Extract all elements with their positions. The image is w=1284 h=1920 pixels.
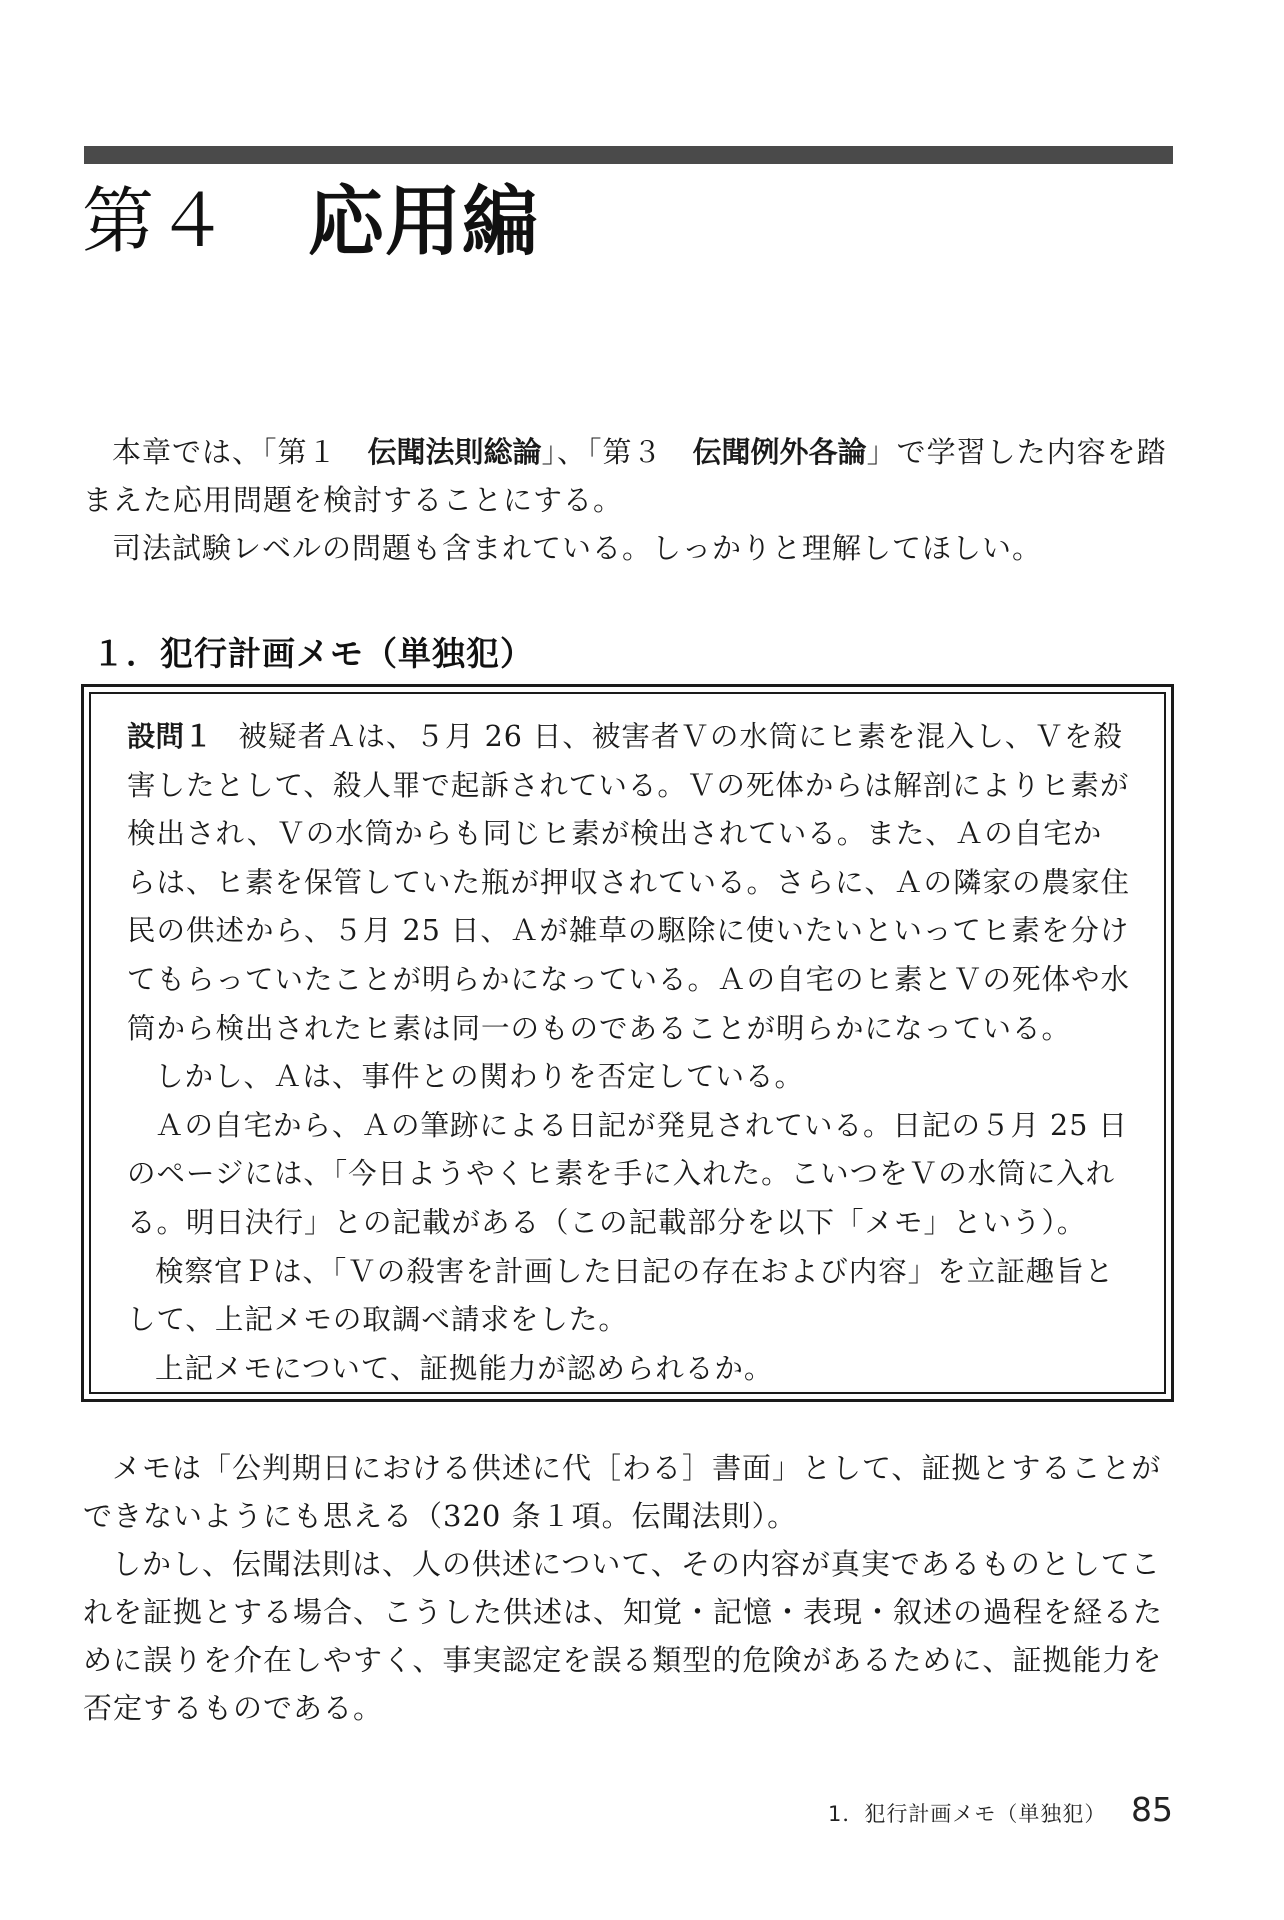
question-box-inner xyxy=(89,692,1166,1394)
intro-text xyxy=(83,428,1173,572)
section-heading: １．犯行計画メモ（単独犯） xyxy=(92,634,534,673)
intro-text-part: 」で学習した内容を踏まえた応用問題を検討することにする。 xyxy=(83,435,1167,517)
chapter-top-rule xyxy=(84,146,1173,164)
body-text xyxy=(83,1444,1173,1732)
chapter-ref-1: 伝聞法則総論 xyxy=(367,435,542,469)
intro-text-part: 本章では、「第１ xyxy=(112,435,368,469)
page-number: 85 xyxy=(1131,1790,1173,1829)
intro-paragraph-2: 司法試験レベルの問題も含まれている。しっかりと理解してほしい。 xyxy=(112,531,1043,565)
chapter-title: 応用編 xyxy=(308,176,540,266)
question-paragraph-5: 上記メモについて、証拠能力が認められるか。 xyxy=(155,1351,774,1385)
question-box xyxy=(81,684,1174,1402)
body-paragraph-1: メモは「公判期日における供述に代［わる］書面」として、証拠とすることができないようにも思える（320 条１項。伝聞法則）。 xyxy=(83,1451,1162,1533)
question-paragraph-4: 検察官Ｐは、「Ｖの殺害を計画した日記の存在および内容」を立証趣旨として、上記メモの取調べ請求をした。 xyxy=(127,1254,1115,1337)
intro-paragraph-1 xyxy=(83,428,1173,524)
chapter-ref-3: 伝聞例外各論 xyxy=(692,435,867,469)
chapter-heading xyxy=(82,170,540,266)
body-paragraph-2: しかし、伝聞法則は、人の供述について、その内容が真実であるものとしてこれを証拠とする場合、こうした供述は、知覚・記憶・表現・叙述の過程を経るために誤りを介在しやすく、事実認定を誤る類型的危険があるために、証拠能力を否定するものである。 xyxy=(83,1547,1164,1725)
question-label: 設問１ xyxy=(127,720,213,753)
question-paragraph-3: Ａの自宅から、Ａの筆跡による日記が発見されている。日記の５月 25 日のページには、「今日ようやくヒ素を手に入れた。こいつをＶの水筒に入れる。明日決行」との記載がある（この記載部分を以下「メモ」という）。 xyxy=(127,1108,1128,1239)
question-paragraph-2: しかし、Ａは、事件との関わりを否定している。 xyxy=(155,1060,805,1094)
intro-text-part: 」、「第３ xyxy=(541,435,693,469)
running-head: 1．犯行計画メモ（単独犯） xyxy=(828,1802,1107,1826)
question-paragraph-1 xyxy=(127,713,1130,1053)
chapter-number: 第４ xyxy=(82,179,231,263)
question-text: 被疑者Ａは、５月 26 日、被害者Ｖの水筒にヒ素を混入し、Ｖを殺害したとして、殺人罪で起訴されている。Ｖの死体からは解剖によりヒ素が検出され、Ｖの水筒からも同じヒ素が検出されている。また、Ａの自宅からは、ヒ素を保管していた瓶が押収されている。さらに、Ａの隣家の農家住民の供述から、５月 25 日、Ａが雑草の駆除に使いたいといってヒ素を分けてもらっていたことが明らかになっている。Ａの自宅のヒ素とＶの死体や水筒から検出されたヒ素は同一のものであることが明らかになっている。 xyxy=(127,720,1131,1045)
page-footer xyxy=(828,1790,1173,1829)
